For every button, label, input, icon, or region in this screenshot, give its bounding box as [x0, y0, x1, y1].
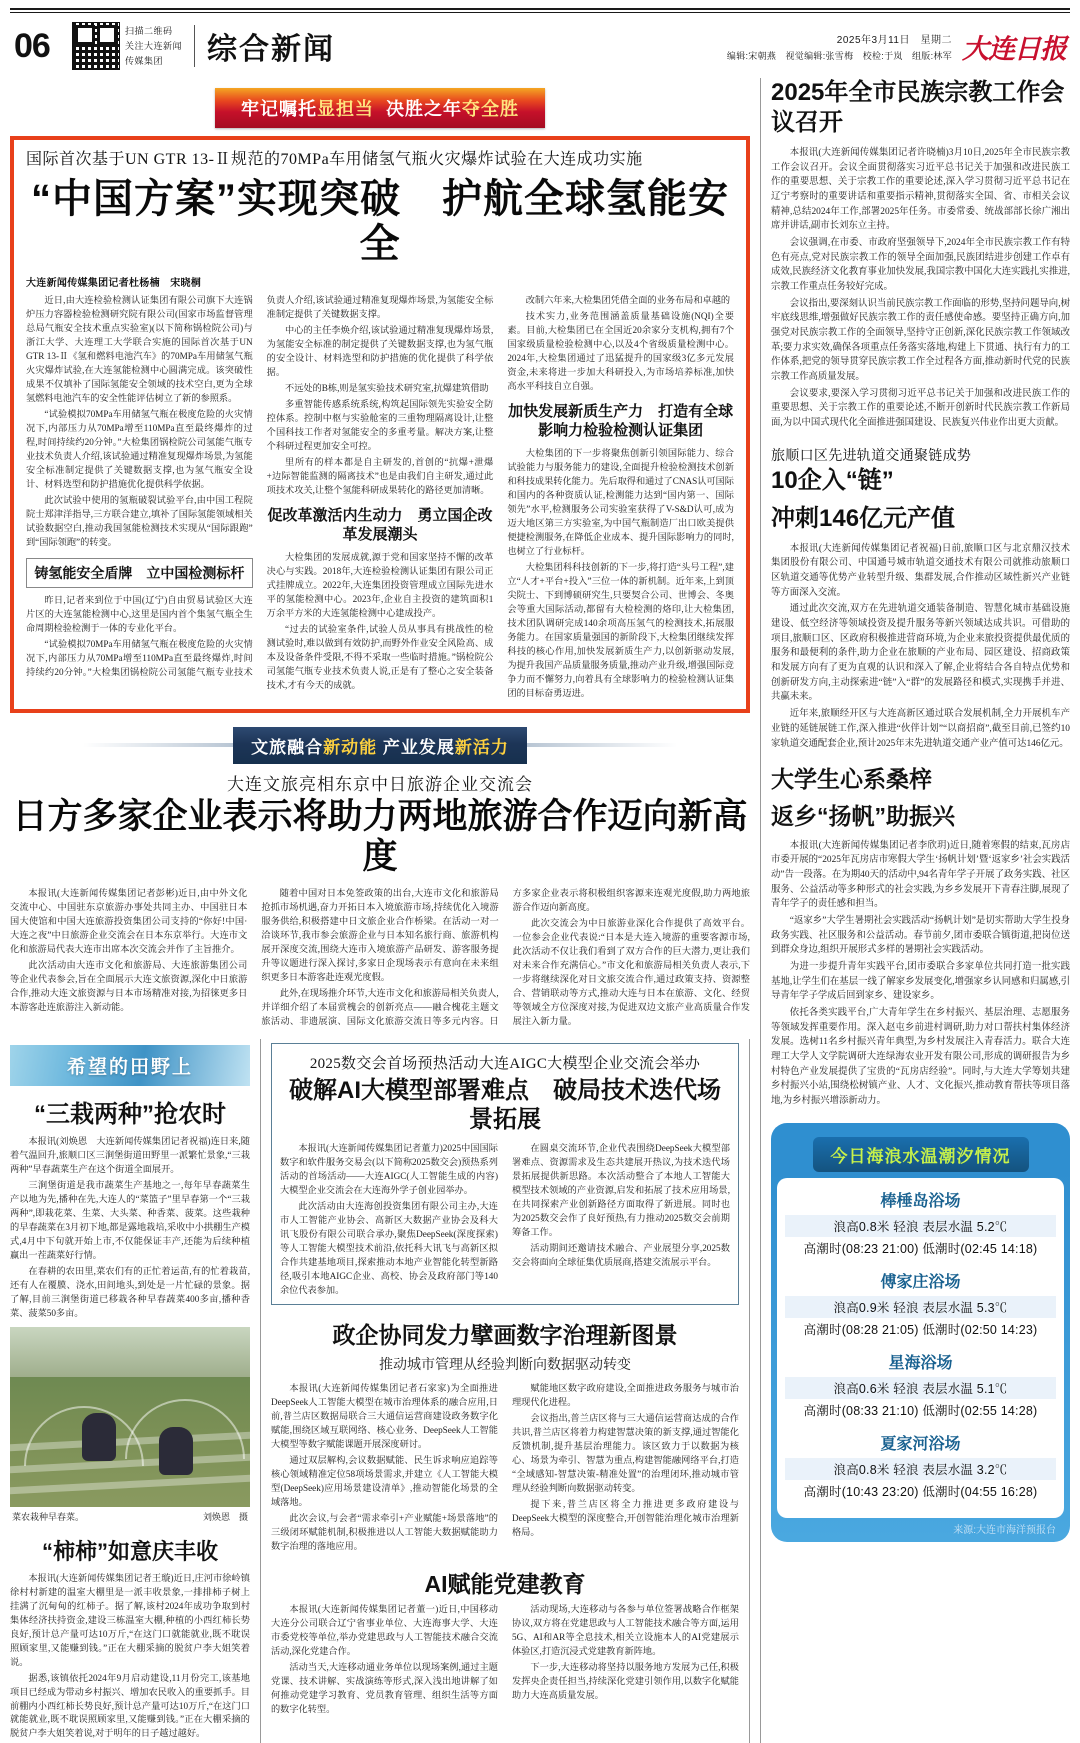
aigc-body-columns	[280, 1142, 730, 1298]
student-para: 依托各类实践平台,广大青年学生在乡村振兴、基层治理、志愿服务等领域发挥重要作用。深入赵屯乡前进村调研,助力对口帮扶村集体经济发展。选树11名乡村振兴青年典型,为乡村发展注入青春活力。联合大连理工大学人文学院调研大连绿海农业开发有限公司,形成的调研报告为乡村特色产业发展提供了宝贵的“瓦房店经验”。同时,与大连大学筹划共建乡村振兴小站,围绕松树镇产业、人才、文化振兴,推动教育帮扶等项目落地,为乡村振兴增添新动力。	[771, 1008, 1070, 1107]
editor-credits: 编辑:宋朝燕 视觉编辑:张雪梅 校检:于岚 组版:林军	[726, 50, 952, 61]
lead-subhead-boxed: 铸氢能安全盾牌 立中国检测标杆	[26, 558, 253, 588]
lead-shoulder-headline: 国际首次基于UN GTR 13-Ⅱ规范的70MPa车用储氢气瓶火灾爆炸试验在大连成功实施	[26, 151, 643, 168]
party-edu-headline: AI赋能党建教育	[424, 1571, 586, 1598]
lead-para: 不远处的B栋,则是氢实验技术研究室,抗爆建筑借助	[285, 383, 489, 394]
beach-tide-times: 高潮时(08:23 21:00) 低潮时(02:45 14:18)	[803, 1241, 1038, 1256]
rail-headline-line1: 10企入“链”	[771, 466, 894, 494]
ethnic-para: 会议强调,在市委、市政府坚强领导下,2024年全市民族宗教工作有特色有亮点,党对民族宗教工作的领导全面加强,民族团结进步创建工作卓有成效,民族经济文化教育事业加快发展,我国宗教中国化大连实践扎实推进,宗教工作重点任务较好完成。	[771, 238, 1070, 293]
blue-banner-highlight-1: 新动能	[323, 737, 378, 757]
newspaper-logo: 大连日报	[962, 33, 1066, 64]
tourism-headline: 日方多家企业表示将助力两地旅游合作迈向新高度	[12, 796, 748, 876]
field-story1-headline: “三栽两种”抢农时	[34, 1100, 226, 1128]
tourism-para: 本报讯(大连新闻传媒集团记者彭彬)近日,由中外文化交流中心、中国驻东京旅游办事处共同主办、中国驻日本国大使馆和中国大连旅游投资集团公司支持的“你好!中国·大连之夜”中日旅游企业交流会在日本东京举行。大连市文化和旅游局代表大连市出席本次交流会并作了主旨推介。	[10, 888, 248, 954]
page-number: 06	[14, 26, 50, 65]
tourism-para: 随着中国对日本免签政策的出台,大连市文化和旅游局抢抓市场机遇,奋力开拓日本入境旅游市场,持续优化入境游服务供给,积极搭建中日文旅企业合作桥梁。在活动一对一洽谈环节,我市参会旅游企业与日本知名旅行商、旅游机构展开深度交流,围绕大连市入境旅游产品研发、游客服务提升等议题进行深入探讨,多家日企现场表示有意向在未来组织更多日本游客赴连观光度假。	[261, 888, 499, 982]
qr-line-2: 关注大连新闻	[125, 40, 183, 51]
party-edu-para: 下一步,大连移动将坚持以服务地方发展为己任,积极发挥央企责任担当,持续深化党建引领作用,以数字化赋能助力大连高质量发展。	[512, 1661, 739, 1700]
beach-name: 棒棰岛浴场	[880, 1192, 961, 1210]
tide-title: 今日海浪水温潮汐情况	[813, 1137, 1029, 1172]
banner-rule-left	[83, 743, 233, 747]
right-zone	[760, 78, 1070, 1743]
rail-para: 近年来,旅顺经开区与大连高新区通过联合发展机制,全力开展机车产业链的延链展链工作,深入推进“伙伴计划”“以商招商”,截至目前,已签约10家轨道交通配套企业,预计2025年末先进轨道交通产业产值可达146亿元。	[771, 709, 1070, 749]
photo-farmer	[82, 1413, 116, 1461]
rail-industry-story	[771, 445, 1070, 751]
masthead	[10, 0, 1070, 72]
student-para: 为进一步提升青年实践平台,团市委联合多家单位共同打造一批实践基地,让学生们在基层一线了解家乡发展变化,增强家乡认同感和归属感,引导青年学子学成后回到家乡、建设家乡。	[771, 962, 1070, 1002]
ribbon-highlight-2: 夺全胜	[462, 99, 519, 119]
photo-crop-row	[10, 1474, 250, 1496]
photo-caption-text: 菜农栽种早春菜。	[12, 1511, 85, 1522]
rail-headline-line2: 冲刺146亿元产值	[771, 504, 956, 532]
beach-name: 傅家庄浴场	[880, 1273, 961, 1291]
student-headline-line1: 大学生心系桑梓	[771, 766, 932, 793]
lead-body-columns	[26, 294, 734, 700]
beach-tide-times: 高潮时(10:43 23:20) 低潮时(04:55 16:28)	[803, 1484, 1038, 1499]
masthead-rule-top	[10, 8, 1070, 10]
field-banner: 希望的田野上	[10, 1045, 250, 1086]
lead-para: 改制六年来,大检集团凭借全面的业务布局和卓越的	[525, 295, 731, 306]
lead-para: 大检集团的发展成就,源于党和国家坚持不懈的改革决心与实践。2018年,大连检验检测认证集团有限公司正式挂牌成立。2022年,大连集团投资管理成立国际先进水平的氢能检测中心。2023年,企业自主投资的建筑面积1万余平方米的大连氢能检测中心建成投产。	[266, 551, 494, 618]
qr-line-3: 传媒集团	[125, 55, 164, 66]
qr-caption	[125, 24, 182, 69]
qr-block	[72, 22, 182, 70]
beach-wave-temp: 浪高0.8米 轻浪 表层水温 3.2℃	[785, 1458, 1056, 1480]
digital-gov-para: 通过双层解构,会议数据赋能、民生诉求响应追踪等核心领域精准定位58项场景需求,并建立《人工智能大模型(DeepSeek)应用场景建设清单》,推动智能化场景的全域落地。	[271, 1455, 498, 1508]
tourism-body-columns	[10, 887, 750, 1029]
digital-gov-para: 会议指出,普兰店区将与三大通信运营商达成的合作共识,普兰店区将着力构建智慧决策的新支撑,通过智能化反馈机制,提升基层治理能力。该区致力于以数据为核心、场景为牵引、智慧为重点,构建智能融网络平台,打造“全域感知-智慧决策-精准处置”的治理闭环,推动城市管理从经验判断向数据驱动转变。	[512, 1413, 739, 1494]
aigc-para: 此次活动由大连海创投资集团有限公司主办,大连市人工智能产业协会、高新区大数据产业协会及科大讯飞股份有限公司联合承办,聚焦DeepSeek(深度探索)等人工智能大模型技术前沿,依托科大讯飞与高新区拟合作共建基地项目,探索推动本地产业智能化转型新路径,吸引本地AIGC企业、高校、协会及政府部门等140余位代表参加。	[280, 1201, 498, 1296]
field-story2-headline: “柿柿”如意庆丰收	[41, 1538, 218, 1564]
party-edu-para: 活动现场,大连移动与各参与单位签署战略合作框架协议,双方将在党建思政与人工智能技术融合等方面,运用5G、AI和AR等全息技术,相关立设施本人的AI党建展示体验区,打造沉浸式党建教育新阵地。	[512, 1604, 739, 1656]
lead-para: 技术实力,业务范围涵盖质量基础设施(NQI)全要素。目前,大检集团已在全国近20余家分支机构,拥有7个国家级质量检验检测中心,以及4个省级质量检测中心。2024年,大检集团通过了迅猛提升的国家级3亿多元发展资金,未来将进一步加大科研投入,为市场培养标准,加快高水平科技自立自强。	[507, 311, 734, 392]
tide-beach-item	[785, 1188, 1056, 1259]
beach-wave-temp: 浪高0.6米 轻浪 表层水温 5.1℃	[785, 1377, 1056, 1399]
tide-header	[777, 1129, 1064, 1178]
field-photo-caption	[10, 1509, 250, 1527]
beach-tide-times: 高潮时(08:33 21:10) 低潮时(02:55 14:28)	[803, 1403, 1038, 1418]
lead-subhead: 促改革激活内生动力 勇立国企改革发展潮头	[267, 507, 493, 543]
student-return-story	[771, 765, 1070, 1109]
lead-para: 此次试验中使用的氢瓶破裂试验平台,由中国工程院院士郑津洋指导,三方联合建立,填补了国际氢能领域相关试验数据空白,推动我国氢能检测技术实现从“国际跟跑”到“国际领跑”的转变。	[26, 495, 253, 548]
main-content-area	[10, 78, 1070, 1743]
tide-beach-item	[785, 1350, 1056, 1421]
photo-farmer	[159, 1427, 193, 1475]
ribbon-text-2: 决胜之年	[386, 99, 462, 119]
beach-name: 星海浴场	[888, 1354, 953, 1372]
tourism-para: 此外,在现场推介环节,大连市文化和旅游局相关负责人,并详细介绍了本届赏槐会的创新亮点——融合槐花主题文旅活动、非遗展演、国际文化旅游交流日等多元内容。日方多家企业表示将积极组织客源来连观光度假,助力两地旅游合作迈向新高度。	[261, 888, 750, 1026]
photo-credit: 刘焕恩 摄	[202, 1511, 248, 1522]
ethnic-para: 会议指出,要深刻认识当前民族宗教工作面临的形势,坚持问题导向,树牢底线思维,增强做好民族宗教工作的责任感使命感。要坚持正确方向,加强党对民族宗教工作的全面领导,坚持守正创新,深化民族宗教工作领域改革;要力求实效,确保各项重点任务落实落地,构建上下贯通、执行有力的工作体系,把党的领导贯穿民族宗教工作全过程各方面,推动新时代党的民族宗教工作高质量发展。	[771, 298, 1070, 383]
aigc-headline: 破解AI大模型部署难点 破局技术迭代场景拓展	[289, 1076, 721, 1134]
banner-rule-right	[527, 743, 677, 747]
blue-banner-text-1: 文旅融合	[251, 737, 324, 757]
field-story1-para: 三涧堡街道是我市蔬菜生产基地之一,每年早春蔬菜生产以地为先,播种在先,大连人的“菜篮子”里早春第一个“三栽两种”,即栽花菜、生菜、大头菜、种香菜、菠菜。这些栽种的早春蔬菜在3月初下地,都是露地栽培,采收中小拱棚生产模式,4月中下旬就开始上市,不仅能保证丰产,还能为后续种植赢出一茬蔬菜好行情。	[10, 1179, 250, 1260]
ethnic-religious-story	[771, 78, 1070, 431]
photo-sky	[10, 1327, 250, 1377]
tourism-para: 此次交流会为中日旅游业深化合作提供了高效平台。一位参会企业代表说:“日本是大连入境游的重要客源市场,此次活动不仅让我们看到了双方合作的巨大潜力,更让我们对未来合作充满信心。”市文化和旅游局相关负责人表示,下一步将继续深化对日文旅交流合作,通过政策支持、资源整合、营销联动等方式,推动大连与日本在旅游、文化、经贸等领域全方位深度对接,为促进双边文旅产业高质量合作发展注入新力量。	[512, 917, 750, 1026]
ethnic-para: 本报讯(大连新闻传媒集团记者许晓楠)3月10日,2025年全市民族宗教工作会议召开。会议全面贯彻落实习近平总书记关于加强和改进民族工作的重要思想、关于宗教工作的重要论述,深入学习贯彻习近平总书记在辽宁考察时的重要讲话和重要指示精神,贯彻落实全国、省、市相关会议精神,总结2024年工作,部署2025年任务。市委常委、统战部部长徐广湘出席并讲话,副市长刘东立主持。	[771, 148, 1070, 232]
field-story2-para: 据悉,该镇依托2024年9月启动建设,11月份完工,该基地项目已经成为带动乡村振兴、增加农民收入的重要抓手。目前棚内小西红柿长势良好,预计总产量可达10万斤,“在这门口就能就业,既不耽误照顾家里,又能赚到钱。”正在大棚采摘的脱贫户李大姐笑着说,对于明年的日子越过越好。	[10, 1672, 250, 1739]
blue-banner-text-2: 产业发展	[382, 737, 455, 757]
qr-code-icon[interactable]	[72, 22, 120, 70]
lead-para: “试验模拟70MPa车用储氢气瓶在极度危险的火灾情况下,内部压力从70MPa增至110MPa直至最终爆炸,时间持续约20分钟。”大检集团锅检院公司氢能气瓶专业技术负责人介绍,该试验通过精准复现爆炸场景,为氢能安全标准制定提供了关键数据支撑。	[26, 295, 494, 678]
rail-para: 本报讯(大连新闻传媒集团记者祝福)日前,旅顺口区与北京鼎汉技术集团股份有限公司、中国通号城市轨道交通技术有限公司就推动旅顺口区轨道交通等优势产业转型升级、集群发展,合作推动区域性新兴产业链等方面深入交流。	[771, 543, 1070, 598]
digital-gov-para: 此次会议,与会者“需求牵引+产业赋能+场景落地”的三级闭环赋能机制,积极推进以人工智能大数据赋能助力数字治理的落地应用。	[271, 1513, 498, 1552]
student-headline-line2: 返乡“扬帆”助振兴	[771, 802, 955, 829]
blue-section-banner	[10, 727, 750, 764]
lead-para: 中心的主任李焕介绍,该试验通过精准复现爆炸场景,为氢能安全标准的制定提供了关键数据支撑,也为氢气瓶的安全设计、材料选型和防护措施的优化提供了科学依据。	[266, 325, 494, 378]
rail-para: 通过此次交流,双方在先进轨道交通装备制造、智慧化城市基础设施建设、低空经济等领域投资及提升服务等新兴领域达成共识。可借助的项目,旅顺口区、区政府积极推进营商环境,为企业来旅投资提供最优质的服务和最便利的条件,助力企业在旅顺的产业布局、园区建设、招商政策和发展方向有了更为直观的认识和深入了解,企业将结合各自特点优势和创新研发方向,主动探索进“链”入“群”的发展路径和模式,实现携手并进、共赢未来。	[771, 604, 1070, 703]
lead-para: 大检集团科科技创新的下一步,将打造“头号工程”,建立“人才+平台+投入”三位一体的新机制。近年来,上到顶尖院士、下到博硕研究生,只要契合公司、世博会、冬奥会等重大国际活动,都留有大检检测的烙印,让大检集团,技术团队调研完成140余项高压氢气的检测技术,拓展服务能力。在国家质量强国的新阶段下,大检集团继续发挥科技的核心作用,加快发展新质生产力,以创新驱动发展,为提升我国产品质量服务质量,推动产业升级,增强国际竞争力而不懈努力,向着具有全球影响力的检验检测认证集团的目标奋勇迈进。	[507, 561, 734, 698]
publication-date: 2025年3月11日 星期二	[836, 34, 952, 46]
left-zone	[10, 78, 750, 1743]
beach-wave-temp: 浪高0.9米 轻浪 表层水温 5.3℃	[785, 1296, 1056, 1318]
bottom-area	[10, 1039, 750, 1743]
lead-byline: 大连新闻传媒集团记者杜杨楠 宋晓桐	[26, 278, 202, 290]
beach-wave-temp: 浪高0.8米 轻浪 表层水温 5.2℃	[785, 1215, 1056, 1237]
section-title: 综合新闻	[207, 33, 336, 66]
field-photo	[10, 1327, 250, 1507]
lead-para: “试验模拟70MPa车用储氢气瓶在极度危险的火灾情况下,内部压力从70MPa增至110MPa直至最终爆炸的过程,时间持续约20分钟。”大检集团锅检院公司氢能气瓶专业技术负责人介绍,该试验通过精准复现爆炸场景,为氢能安全标准制定提供了关键数据支撑,也为氢气瓶安全设计、材料选型和防护措施优化提供科学依据。	[26, 409, 253, 490]
tide-source: 来源:大连市海洋预报台	[953, 1524, 1056, 1536]
digital-gov-subhead: 推动城市管理从经验判断向数据驱动转变	[379, 1358, 631, 1374]
lead-para: 多重智能传感系统系统,构筑起国际领先实验安全防控体系。控制中枢与实验舱室的三重物理隔离设计,让整个国科技工作者对氢能安全的多重考量。解决方案,让整个科研过程更加安全可控。	[266, 399, 494, 452]
bottom-middle-zone	[260, 1039, 750, 1743]
lead-main-headline: “中国方案”实现突破 护航全球氢能安全	[31, 176, 729, 266]
field-story1-para: 本报讯(刘焕恩 大连新闻传媒集团记者祝福)连日来,随着气温回升,旅顺口区三涧堡街道田野里一派繁忙景象,“三栽两种”早春蔬菜生产在这个街道全面展开。	[10, 1135, 250, 1174]
tourism-kicker: 大连文旅亮相东京中日旅游企业交流会	[227, 774, 533, 794]
masthead-rule-top-2	[10, 12, 1070, 13]
lead-story-box	[10, 136, 750, 713]
digital-gov-para: 赋能地区数字政府建设,全面推进政务服务与城市治理现代化进程。	[512, 1383, 739, 1408]
digital-gov-para: 提下来,普兰店区将全力推进更多政府建设与DeepSeek大模型的深度整合,开创智能治理化城市治理新格局。	[512, 1499, 739, 1538]
masthead-divider	[194, 25, 195, 67]
digital-gov-para: 本报讯(大连新闻传媒集团记者石家家)为全面推进DeepSeek人工智能大模型在城市治理体系的融合应用,日前,普兰店区数据局联合三大通信运营商建设政务数字化赋能,围绕区域互联网络、核心业务、DeepSeek人工智能大模型等数字赋能课题开展深度研讨。	[271, 1383, 498, 1450]
digital-gov-body-columns	[271, 1382, 739, 1554]
tide-beach-item	[785, 1431, 1056, 1502]
beach-name: 夏家河浴场	[880, 1435, 961, 1453]
student-para: 本报讯(大连新闻传媒集团记者李欣玥)近日,随着寒假的结束,瓦房店市委开展的“2025年瓦房店市寒假大学生‘扬帆计划’暨‘返家乡’社会实践活动”告一段落。在为期40天的活动中,94名青年学子开展了政务实践、社区服务、公益活动等多种形式的社会实践,为乡乡发展开下青春注脚,展现了青年学子的责任感和担当。	[771, 840, 1070, 910]
digital-gov-headline: 政企协同发力擘画数字治理新图景	[332, 1322, 678, 1349]
rail-kicker: 旅顺口区先进轨道交通聚链成势	[771, 448, 972, 464]
ethnic-para: 会议要求,要深入学习贯彻习近平总书记关于加强和改进民族工作的重要思想、关于宗教工作的重要论述,不断开创新时代民族宗教工作新局面,为以中国式现代化全面推进强国建设、民族复兴伟业作出更大贡献。	[771, 388, 1070, 429]
aigc-para: 活动期间还邀请技术融合、产业展望分享,2025数交会将面向全球征集优质展商,搭建交流展示平台。	[512, 1243, 730, 1268]
aigc-para: 本报讯(大连新闻传媒集团记者董力)2025中国国际数字和软件服务交易会(以下简称2025数交会)预热系列活动的首场活动——大连AIGC(人工智能生成的内容)大模型企业交流会在大连海外学子创业园举办。	[280, 1143, 498, 1196]
lead-para: “过去的试验室条件,试验人员从事具有挑战性的检测试验时,难以做到有效防护,而野外作业安全风险高、成本及设备条件受限,不得不采取一些临时措施。”锅检院公司氢能气瓶专业技术负责人说,正是有了整心之安全装备技术,才有今天的成就。	[266, 623, 494, 690]
blue-banner-highlight-2: 新活力	[454, 737, 509, 757]
masthead-meta	[727, 31, 952, 62]
beach-tide-times: 高潮时(08:28 21:05) 低潮时(02:50 14:23)	[803, 1322, 1038, 1337]
ribbon-highlight-1: 显担当	[316, 99, 374, 119]
lead-para: 大检集团的下一步将聚焦创新引领国际能力、综合试验能力与服务能力的建设,全面提升检验检测技术创新和科技成果转化能力。先后取得和通过了CNAS认可国际和国内的各种资质认证,检测能力达到“国内第一、国际领先”水平,检测服务公司实验室获得了V-S&D认可,成为迈大地区第三方实验室,为中国气瓶制造厂出口欧美提供便捷检测服务,在降低企业成本、提升国际影响力的同时,也树立了行业标杆。	[507, 447, 734, 556]
lead-para: 里所有的样本都是自主研发的,首创的“抗爆+泄爆+边际智能监测的隔离技术”也是由我们自主研发,通过此项技术攻关,让整个氢能科研成果转化的路径更加清晰。	[266, 457, 494, 496]
ribbon-text-1: 牢记嘱托	[240, 99, 317, 119]
tourism-para: 此次活动由大连市文化和旅游局、大连旅游集团公司等企业代表参会,旨在全面展示大连文旅资源,深化中日旅游合作,推动大连文旅资源与日本市场精准对接,为招徕更多日本游客赴连旅游注入新动能。	[10, 959, 248, 1012]
aigc-para: 在圆桌交流环节,企业代表围绕DeepSeek大模型部署难点、资源需求及生态共建展开热议,为技术迭代场景拓展提供新思路。本次活动整合了本地人工智能大模型技术领域的产业资源,启发和拓展了技术应用场景,在共同探索产业创新路径方面取得了新进展。同时也为2025数交会作了良好预热,有力推动2025数交会前期筹备工作。	[512, 1143, 730, 1238]
tide-beach-list	[777, 1178, 1064, 1518]
tide-info-box	[771, 1123, 1070, 1542]
party-edu-para: 本报讯(大连新闻传媒集团记者董一)近日,中国移动大连分公司联合辽宁省事业单位、大连海事大学、大连市委党校等单位,举办党建思政与人工智能技术融合交流活动,深化党建合作。	[271, 1604, 498, 1656]
student-para: “返家乡”大学生暑期社会实践活动“扬帆计划”是切实帮助大学生投身政务实践、社区服务和公益活动。春节前夕,团市委联合镇街道,把岗位送到群众身边,组织开展形式多样的暑期社会实践活动。	[771, 916, 1070, 956]
field-section	[10, 1039, 250, 1743]
field-banner-wrap	[10, 1045, 250, 1086]
lead-subhead: 加快发展新质生产力 打造有全球影响力检验检测认证集团	[508, 403, 734, 440]
field-story1-para: 在春耕的农田里,菜农们有的正忙着运苗,有的忙着栽苗,还有人在覆膜、浇水,田间地头,到处是一片忙碌的景象。据了解,目前三涧堡街道已移栽各种早春蔬菜400多亩,播种香菜、菠菜50多亩。	[10, 1265, 250, 1318]
party-edu-para: 活动当天,大连移动通业务单位以现场案例,通过主题党课、技术讲解、实战演练等形式,深入浅出地讲解了如何推动党建学习教育、党员教育管理、组织生活等方面的数字化转型。	[271, 1661, 498, 1714]
aigc-kicker: 2025数交会首场预热活动大连AIGC大模型企业交流会举办	[309, 1055, 701, 1072]
qr-line-1: 扫描二维码	[125, 25, 173, 36]
red-ribbon-banner	[10, 88, 750, 128]
lead-para: 昨日,记者来到位于中国(辽宁)自由贸易试验区大连片区的大连氢能检测中心,这里是国内首个集氢气瓶全生命周期检验检测于一体的专业化平台。	[26, 595, 253, 634]
tide-beach-item	[785, 1269, 1056, 1340]
lead-para: 近日,由大连检验检测认证集团有限公司旗下大连锅炉压力容器检验检测研究院有限公司(国家市场监督管理总局气瓶安全技术重点实验室)(以下简称锅检院公司)与浙江大学、大连理工大学联合实施的国际首次基于UN GTR 13-Ⅱ《氢和燃料电池汽车》的70MPa车用储氢气瓶火灾爆炸试验,在大连氢能检测中心圆满完成。该突破性成果不仅填补了国际氢能安全领域的技术空白,更为全球氢燃料电池汽车的安全性能评估树立了新的参照系。	[26, 295, 253, 404]
aigc-story-box	[271, 1043, 739, 1305]
party-edu-body-columns	[271, 1603, 739, 1717]
ethnic-headline: 2025年全市民族宗教工作会议召开	[771, 79, 1065, 136]
field-story2-para: 本报讯(大连新闻传媒集团记者王璇)近日,庄河市徐岭镇徐村村新建的温室大棚里是一派丰收景象,一排排柿子树上挂满了沉甸甸的红柿子。据了解,该村2024年成功争取到村集体经济扶持资金,建设三栋温室大棚,种植的小西红柿长势良好,预计总产量可达10万斤,“在这门口就能就业,既不耽误照顾家里,又能赚到钱。”正在大棚采摘的脱贫户李大姐笑着说。	[10, 1572, 250, 1667]
